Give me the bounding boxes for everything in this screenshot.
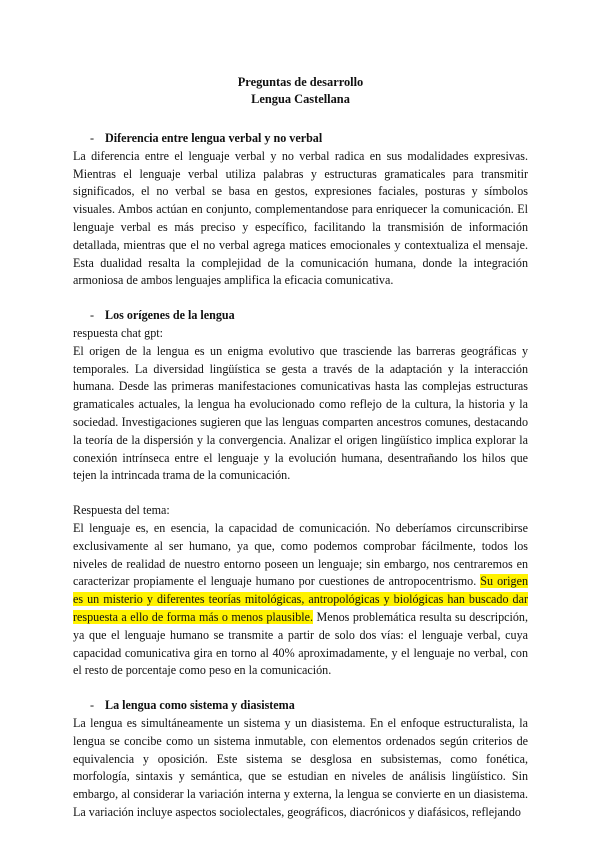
paragraph-sistema: La lengua es simultáneamente un sistema y un diasistema. En el enfoque estructuralista, la lengua se concibe como un sistema inmutable, con elementos ordenados según criterios de equivalencia y oposición. Este sistema se desglosa en subsistemas, como fonética, morfología, sintaxis y semántica, que se estudian en niveles de análisis lingüístico. Sin embargo, al considerar la variación interna y externa, la lengua se convierte en un diasistema. La variación incluye aspectos sociolectales, geográficos, diacrónicos y diafásicos, reflejando xyxy=(73,715,528,819)
label-respuesta-tema: Respuesta del tema: xyxy=(73,503,170,518)
bullet-dash: - xyxy=(90,308,95,323)
section-heading-text: Los orígenes de la lengua xyxy=(105,308,235,323)
paragraph-verbal: La diferencia entre el lenguaje verbal y no verbal radica en sus modalidades expresivas. Mientras el lenguaje verbal utiliza palabras y estructuras gramaticales para transmitir significados, el no verbal se basa en gestos, expresiones faciales, posturas y símbolos visuales. Ambos actúan en conjunto, complementandose para enriquecer la comunicación. El lenguaje verbal es más preciso y específico, facilitando la transmisión de información detallada, mientras que el no verbal agrega matices emocionales y contextualiza el mensaje. Esta dualidad resalta la complejidad de la comunicación humana, donde la integración armoniosa de ambos lenguajes amplifica la eficacia comunicativa. xyxy=(73,148,528,288)
section-heading-origenes xyxy=(73,307,528,325)
paragraph-origen-tema xyxy=(73,520,528,680)
paragraph-origen-gpt: El origen de la lengua es un enigma evolutivo que trasciende las barreras geográficas y temporales. La diversidad lingüística se gesta a través de la adaptación y la interacción humana. Desde las primeras manifestaciones comunicativas hasta las complejas estructuras gramaticales actuales, la lengua ha evolucionado como reflejo de la cultura, la historia y la sociedad. Investigaciones sugieren que las lenguas comparten ancestros comunes, destacando la teoría de la dispersión y la convergencia. Analizar el origen lingüístico implica explorar la conexión intrínseca entre el lenguaje y la evolución humana, desentrañando los hilos que tejen la intrincada trama de la comunicación. xyxy=(73,343,528,483)
label-chat-gpt: respuesta chat gpt: xyxy=(73,325,164,340)
bullet-dash: - xyxy=(90,131,95,145)
section-heading-sistema xyxy=(73,697,528,715)
section-heading-text: La lengua como sistema y diasistema xyxy=(105,698,295,713)
paragraph-text: El lenguaje es, en esencia, la capacidad de comunicación. No deberíamos circunscribirse exclusivamente al ser humano, ya que, como podemos comprobar fácilmente, todos los niveles de realidad de nuestro entorno poseen un lenguaje; sin embargo, nos centraremos en caracterizar propiamente el lenguaje humano por cuestiones de antropocentrismo. xyxy=(73,520,528,589)
section-heading-verbal xyxy=(73,130,528,148)
highlighted-text: Su origen es un misterio y diferentes teorías mitológicas, antropológicas y biológicas han buscado dar respuesta a ello de forma más o menos plausible. xyxy=(73,574,528,624)
document-subtitle: Lengua Castellana xyxy=(251,92,350,106)
bullet-dash: - xyxy=(90,698,95,713)
paragraph-text: Menos problemática resulta su descripción, ya que el lenguaje humano se transmite a partir de solo dos vías: el lenguaje verbal, cuya capacidad comunicativa gira en torno al 40% aproximadamente, y el lenguaje no verbal, con el resto de porcentaje como peso en la comunicación. xyxy=(73,609,528,678)
document-title: Preguntas de desarrollo xyxy=(237,75,364,89)
section-heading-text: Diferencia entre lengua verbal y no verbal xyxy=(105,131,323,145)
title-block xyxy=(73,74,528,108)
